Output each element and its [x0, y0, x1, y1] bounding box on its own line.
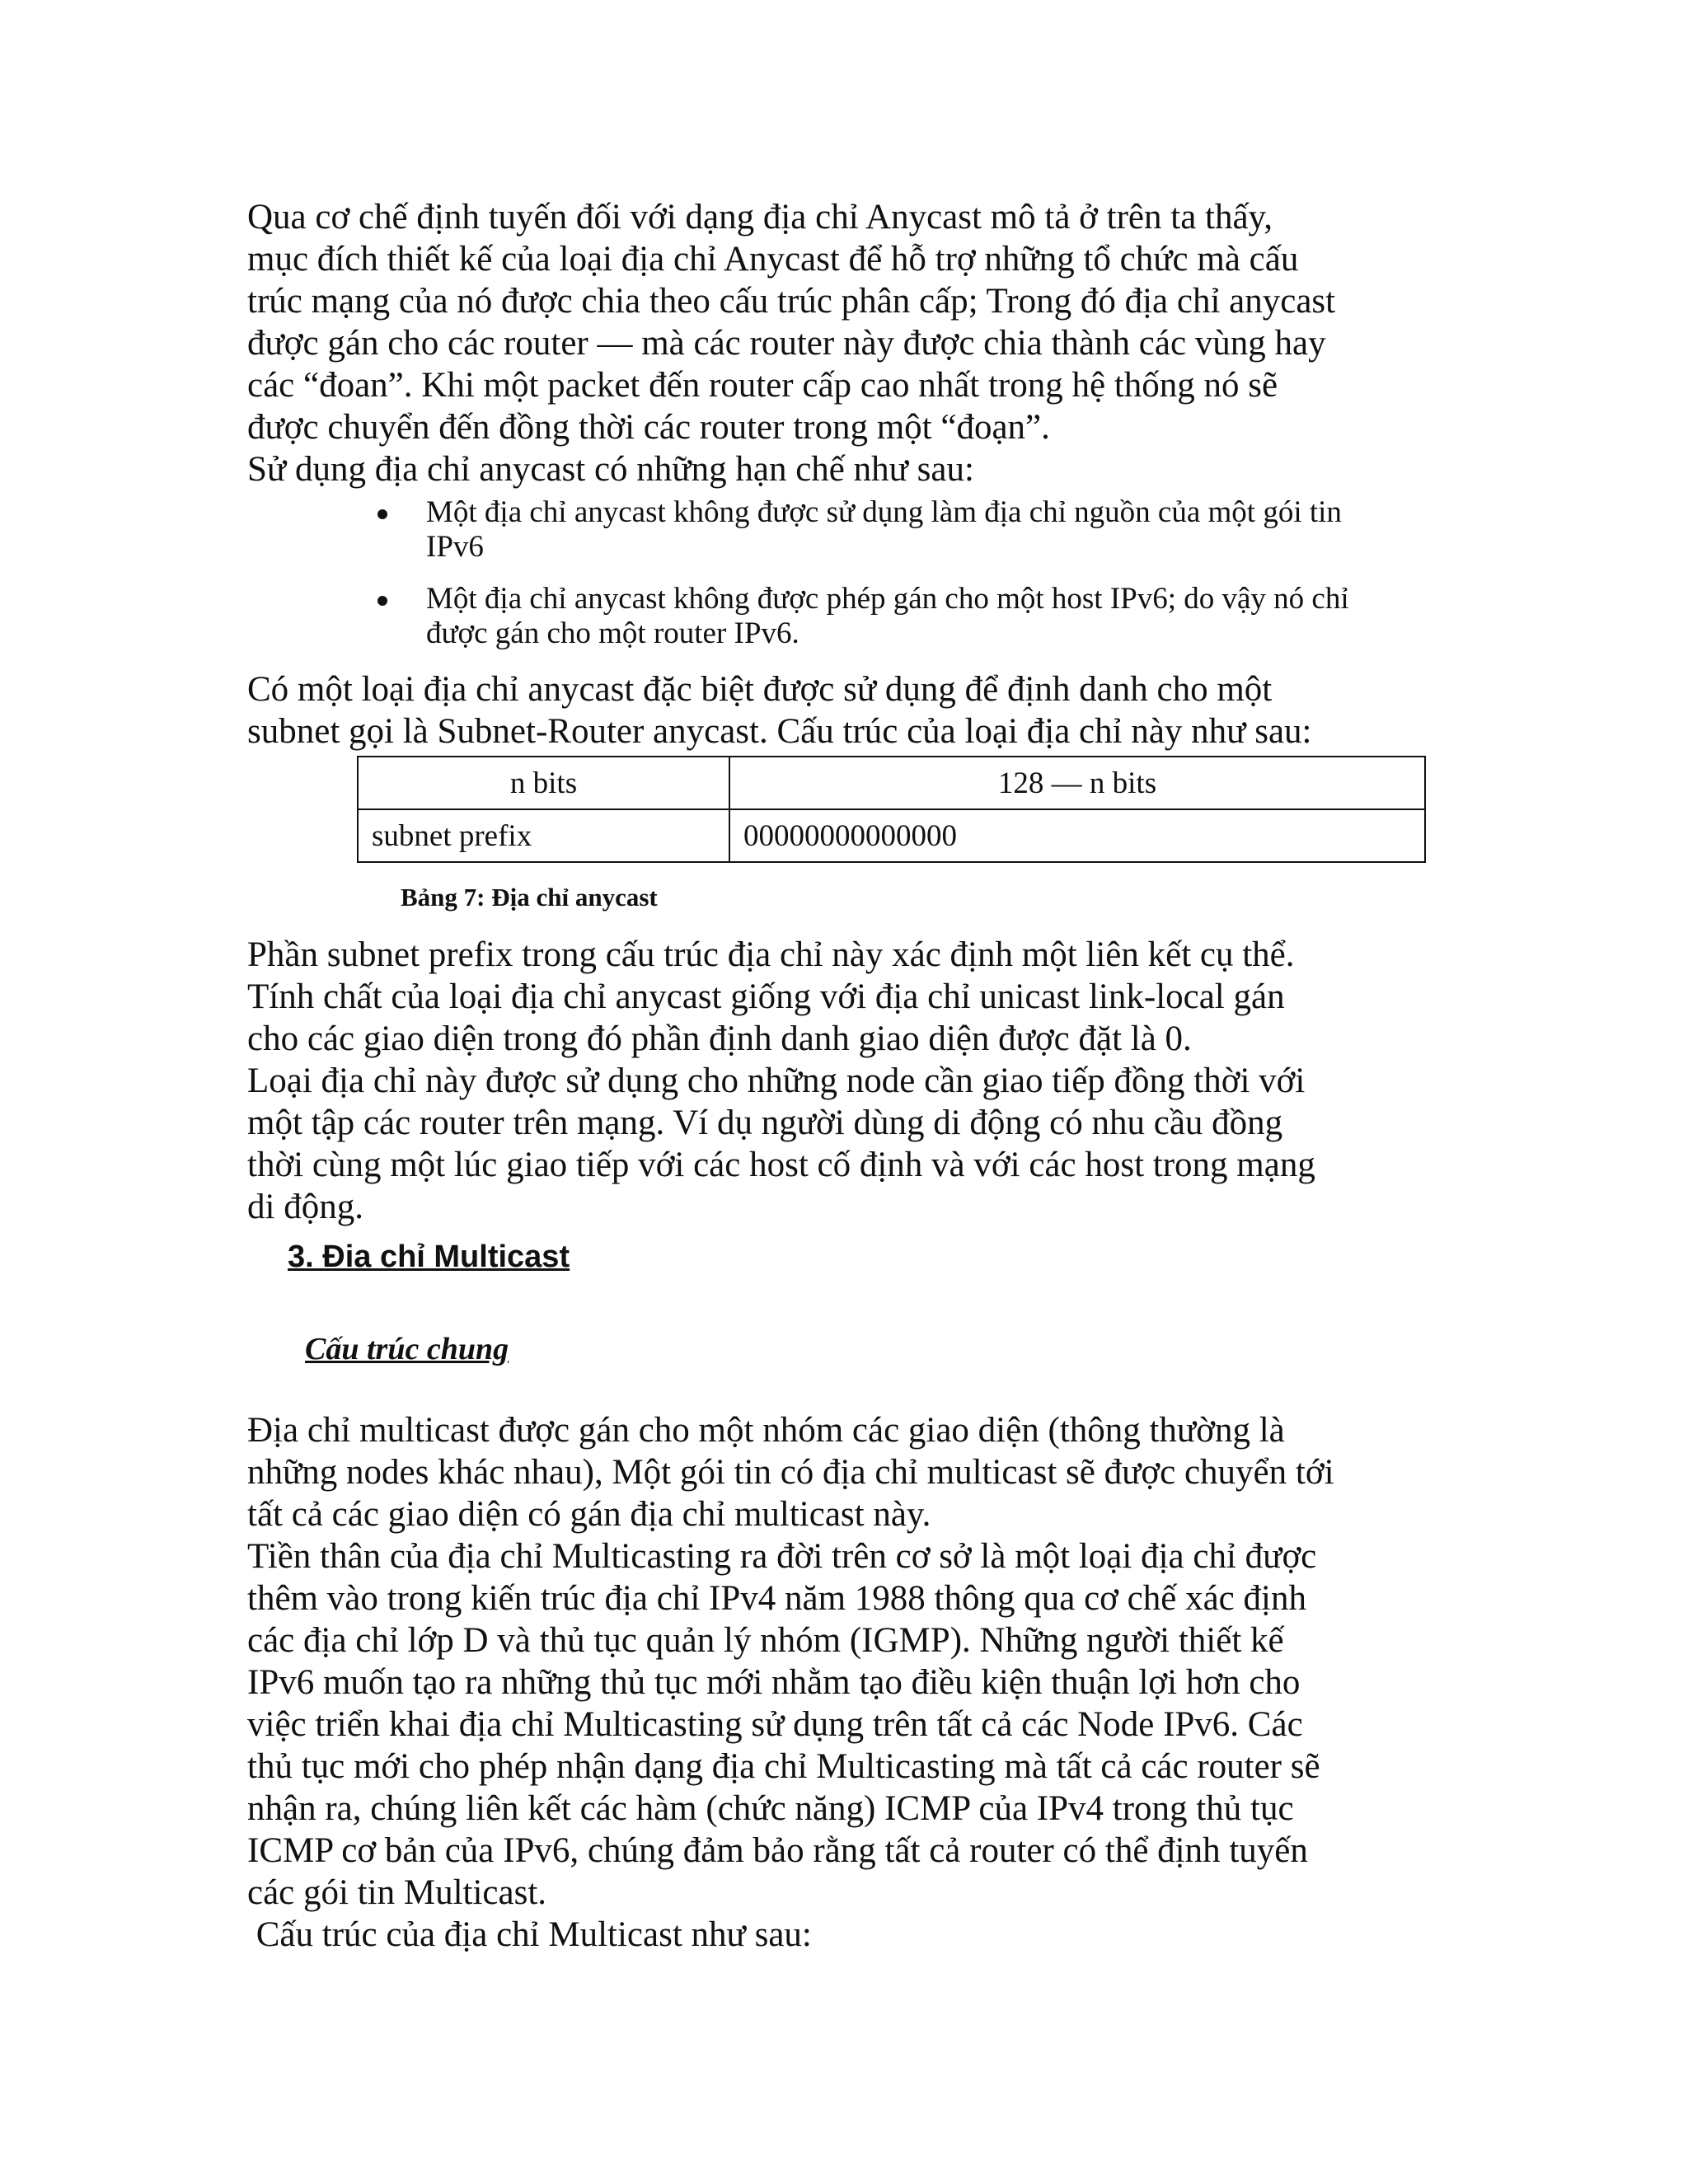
- text-line: Tính chất của loại địa chỉ anycast giống với địa chỉ unicast link-local gán: [247, 977, 1285, 1016]
- text-line: thủ tục mới cho phép nhận dạng địa chỉ Multicasting mà tất cả các router sẽ: [247, 1747, 1320, 1786]
- list-item: [247, 495, 1451, 565]
- text-line: được chuyển đến đồng thời các router trong một “đoạn”.: [247, 408, 1050, 447]
- anycast-structure-table: [357, 756, 1426, 863]
- section-heading: 3. Đia chỉ Multicast: [288, 1240, 570, 1274]
- text-line: nhận ra, chúng liên kết các hàm (chức năng) ICMP của IPv4 trong thủ tục: [247, 1789, 1294, 1828]
- text-line: trúc mạng của nó được chia theo cấu trúc phân cấp; Trong đó địa chỉ anycast: [247, 282, 1336, 321]
- text-line: thêm vào trong kiến trúc địa chỉ IPv4 năm 1988 thông qua cơ chế xác định: [247, 1579, 1306, 1618]
- list-item-line: được gán cho một router IPv6.: [426, 616, 799, 650]
- text-line: mục đích thiết kế của loại địa chỉ Anycast để hỗ trợ những tổ chức mà cấu: [247, 240, 1299, 279]
- text-line: các địa chỉ lớp D và thủ tục quản lý nhóm (IGMP). Những người thiết kế: [247, 1621, 1284, 1660]
- table-row: [358, 809, 1425, 862]
- bullet-icon: [377, 596, 387, 606]
- paragraph-subnet-prefix: [247, 934, 1451, 1228]
- table-cell: 128 — n bits: [729, 757, 1425, 809]
- text-line: tất cả các giao diện có gán địa chỉ multicast này.: [247, 1495, 931, 1534]
- table-cell: 00000000000000: [729, 809, 1425, 862]
- text-line: một tập các router trên mạng. Ví dụ người dùng di động có nhu cầu đồng: [247, 1104, 1283, 1142]
- restriction-list: [247, 495, 1451, 651]
- text-line: các “đoan”. Khi một packet đến router cấp cao nhất trong hệ thống nó sẽ: [247, 366, 1278, 405]
- text-line: cho các giao diện trong đó phần định danh giao diện được đặt là 0.: [247, 1019, 1192, 1058]
- subsection-heading: Cấu trúc chung: [305, 1332, 509, 1366]
- text-line: Qua cơ chế định tuyến đối với dạng địa chỉ Anycast mô tả ở trên ta thấy,: [247, 198, 1273, 237]
- text-line: Tiền thân của địa chỉ Multicasting ra đời trên cơ sở là một loại địa chỉ được: [247, 1537, 1317, 1576]
- text-line: được gán cho các router — mà các router này được chia thành các vùng hay: [247, 324, 1326, 363]
- list-item: [247, 582, 1451, 651]
- table-cell: subnet prefix: [358, 809, 729, 862]
- paragraph-multicast: [247, 1409, 1451, 1956]
- text-line: Cấu trúc của địa chỉ Multicast như sau:: [247, 1915, 812, 1954]
- text-line: Địa chỉ multicast được gán cho một nhóm các giao diện (thông thường là: [247, 1411, 1285, 1450]
- table-caption: Bảng 7: Địa chỉ anycast: [401, 883, 658, 912]
- list-item-line: Một địa chỉ anycast không được phép gán cho một host IPv6; do vậy nó chỉ: [426, 582, 1349, 616]
- list-item-line: IPv6: [426, 530, 484, 564]
- text-line: Có một loại địa chỉ anycast đặc biệt được sử dụng để định danh cho một: [247, 670, 1273, 709]
- paragraph-anycast-routing: [247, 196, 1451, 490]
- bullet-icon: [377, 509, 387, 519]
- text-line: việc triển khai địa chỉ Multicasting sử dụng trên tất cả các Node IPv6. Các: [247, 1705, 1303, 1744]
- text-line: những nodes khác nhau), Một gói tin có địa chỉ multicast sẽ được chuyển tới: [247, 1453, 1334, 1492]
- text-line: Sử dụng địa chỉ anycast có những hạn chế như sau:: [247, 450, 974, 489]
- text-line: Phần subnet prefix trong cấu trúc địa chỉ này xác định một liên kết cụ thể.: [247, 935, 1295, 974]
- table-cell: n bits: [358, 757, 729, 809]
- text-line: các gói tin Multicast.: [247, 1873, 547, 1912]
- table-header-row: [358, 757, 1425, 809]
- text-line: subnet gọi là Subnet-Router anycast. Cấu trúc của loại địa chỉ này như sau:: [247, 712, 1312, 751]
- text-line: di động.: [247, 1188, 363, 1226]
- text-line: Loại địa chỉ này được sử dụng cho những node cần giao tiếp đồng thời với: [247, 1062, 1306, 1100]
- text-line: ICMP cơ bản của IPv6, chúng đảm bảo rằng tất cả router có thể định tuyến: [247, 1831, 1308, 1870]
- page-content: [247, 196, 1451, 1956]
- list-item-line: Một địa chỉ anycast không được sử dụng làm địa chỉ nguồn của một gói tin: [426, 495, 1342, 529]
- text-line: thời cùng một lúc giao tiếp với các host cố định và với các host trong mạng: [247, 1146, 1315, 1184]
- text-line: IPv6 muốn tạo ra những thủ tục mới nhằm tạo điều kiện thuận lợi hơn cho: [247, 1663, 1301, 1702]
- paragraph-subnet-router: [247, 668, 1451, 752]
